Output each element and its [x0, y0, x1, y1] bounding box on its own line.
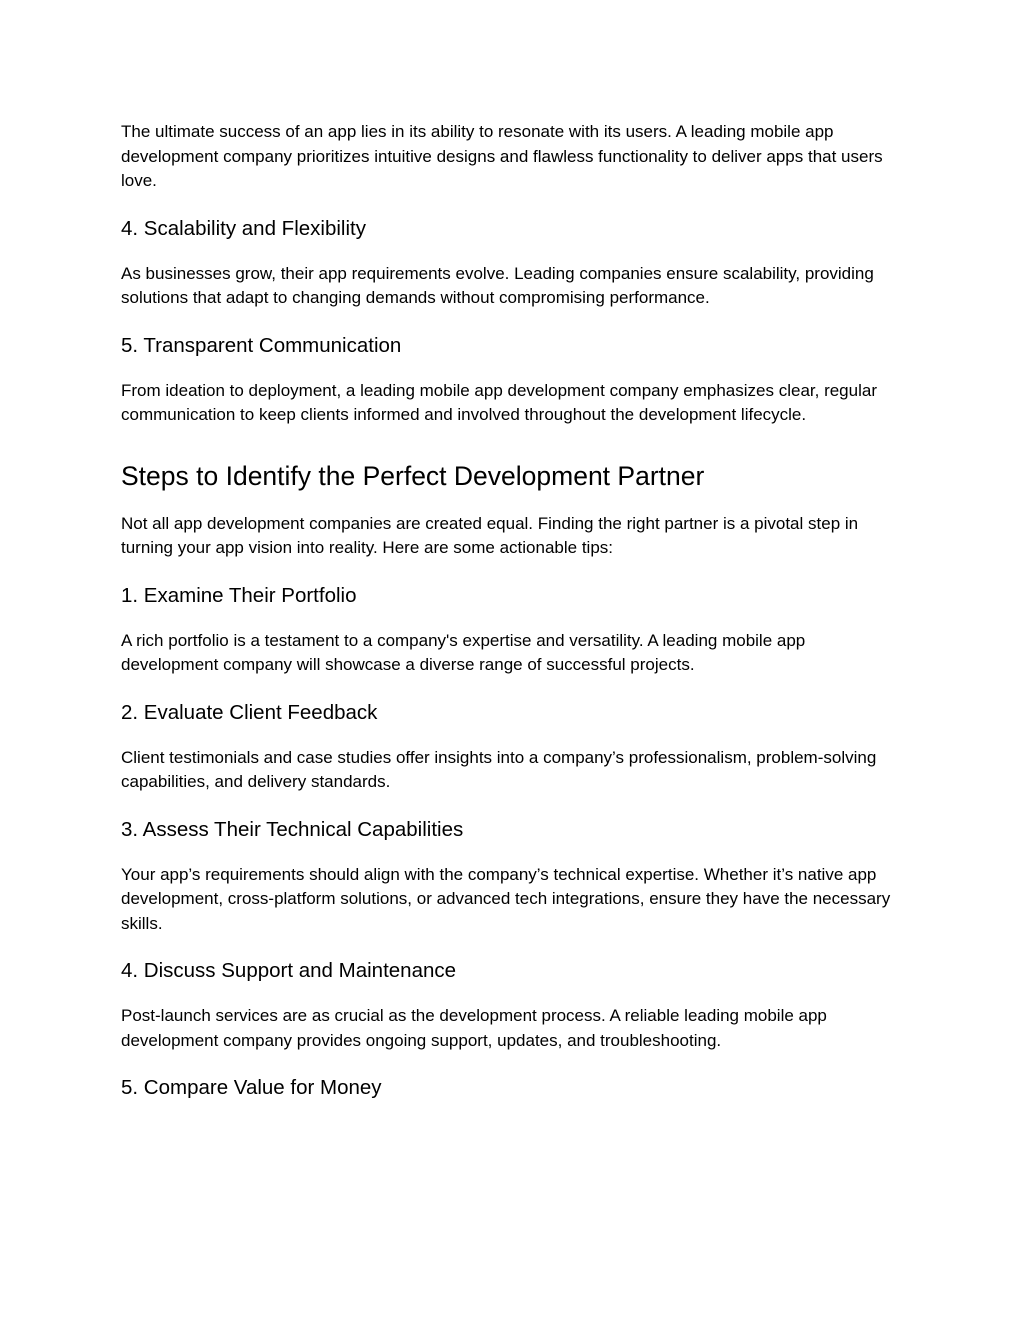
paragraph-steps-intro: Not all app development companies are created equal. Finding the right partner is a pivotal step in turning your app vision into reality. Here are some actionable tips: — [121, 513, 859, 557]
document-page — [121, 120, 906, 1101]
heading-portfolio: 1. Examine Their Portfolio — [121, 583, 357, 607]
paragraph-technical: Your app’s requirements should align with the company’s technical expertise. Whether it’s native app development, cross-platform solutions, or advanced tech integrations, ensure they have the necessary skills. — [121, 864, 891, 933]
heading-technical: 3. Assess Their Technical Capabilities — [121, 817, 464, 841]
paragraph-scalability: As businesses grow, their app requirements evolve. Leading companies ensure scalability, providing solutions that adapt to changing demands without compromising performance. — [121, 263, 874, 307]
heading-feedback: 2. Evaluate Client Feedback — [121, 700, 378, 724]
heading-support: 4. Discuss Support and Maintenance — [121, 959, 457, 982]
heading-scalability: 4. Scalability and Flexibility — [121, 216, 366, 240]
paragraph-user-success: The ultimate success of an app lies in its ability to resonate with its users. A leading mobile app development company prioritizes intuitive designs and flawless functionality to deliver apps that users love. — [121, 122, 883, 190]
paragraph-feedback: Client testimonials and case studies offer insights into a company’s professionalism, problem-solving capabilities, and delivery standards. — [121, 747, 877, 791]
heading-value: 5. Compare Value for Money — [121, 1076, 382, 1099]
paragraph-support: Post-launch services are as crucial as the development process. A reliable leading mobile app development company provides ongoing support, updates, and troubleshooting. — [121, 1006, 827, 1050]
paragraph-portfolio: A rich portfolio is a testament to a company's expertise and versatility. A leading mobile app development company will showcase a diverse range of successful projects. — [121, 630, 806, 674]
heading-communication: 5. Transparent Communication — [121, 333, 402, 357]
paragraph-communication: From ideation to deployment, a leading mobile app development company emphasizes clear, regular communication to keep clients informed and involved throughout the development lifecycle. — [121, 380, 877, 424]
heading-steps: Steps to Identify the Perfect Development Partner — [121, 460, 705, 491]
